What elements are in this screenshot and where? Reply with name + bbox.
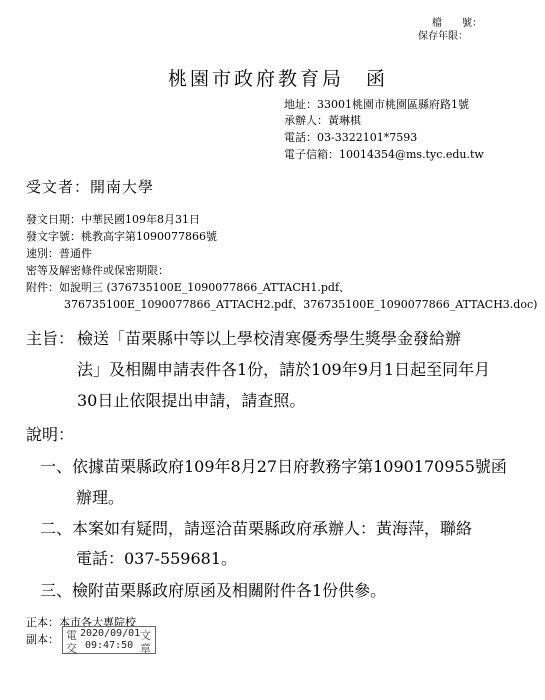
contact-email: 電子信箱：10014354@ms.tyc.edu.tw <box>284 148 484 161</box>
stamp-char-2: 文 <box>140 629 151 642</box>
file-number-label: 檔 號： <box>432 18 482 29</box>
original-recipients: 正本：本市各大專院校 <box>26 616 136 629</box>
explanation-item-2-line-2: 電話：037-559681。 <box>76 549 238 568</box>
speed-class: 速別：普通件 <box>26 247 92 260</box>
subject-line-3: 30日止依限提出申請，請查照。 <box>77 391 306 410</box>
stamp-time: 09:47:50 <box>85 640 134 651</box>
recipient: 受文者：開南大學 <box>26 178 155 196</box>
stamp-char-4: 章 <box>140 642 151 655</box>
explanation-item-2-line-1: 二、本案如有疑問，請逕洽苗栗縣政府承辦人：黃海萍，聯絡 <box>40 519 473 538</box>
explanation-item-1-line-2: 辦理。 <box>76 488 125 507</box>
subject-label: 主旨： <box>26 329 75 348</box>
secrecy-level: 密等及解密條件或保密期限： <box>26 264 169 277</box>
attachments-line-1: 附件：如說明三 (376735100E_1090077866_ATTACH1.pdf、 <box>26 281 351 294</box>
explanation-item-1-line-1: 一、依據苗栗縣政府109年8月27日府教務字第1090170955號函 <box>40 457 507 476</box>
explanation-item-3: 三、檢附苗栗縣政府原函及相關附件各1份供參。 <box>40 581 387 600</box>
subject-line-2: 法」及相關申請表件各1份，請於109年9月1日起至同年月 <box>77 360 491 379</box>
contact-address: 地址：33001桃園市桃園區縣府路1號 <box>284 98 469 111</box>
contact-phone: 電話：03-3322101*7593 <box>284 131 418 144</box>
subject-line-1: 檢送「苗栗縣中等以上學校清寒優秀學生獎學金發給辦 <box>77 329 462 348</box>
electronic-exchange-stamp <box>62 626 156 654</box>
stamp-char-1: 電 <box>66 629 77 642</box>
stamp-date: 2020/09/01 <box>80 628 141 639</box>
contact-handler: 承辦人：黃琳棋 <box>284 114 361 127</box>
document-number: 發文字號：桃教高字第1090077866號 <box>26 230 217 243</box>
document-title: 桃園市政府教育局 函 <box>168 68 389 90</box>
stamp-char-3: 交 <box>66 642 77 655</box>
copy-recipients: 副本： <box>26 633 59 646</box>
retention-label: 保存年限： <box>418 31 468 42</box>
issue-date: 發文日期：中華民國109年8月31日 <box>26 213 200 226</box>
attachments-line-2: 376735100E_1090077866_ATTACH2.pdf、376735100E_1090077866_ATTACH3.doc) <box>64 298 538 311</box>
explanation-label: 說明： <box>26 425 75 444</box>
